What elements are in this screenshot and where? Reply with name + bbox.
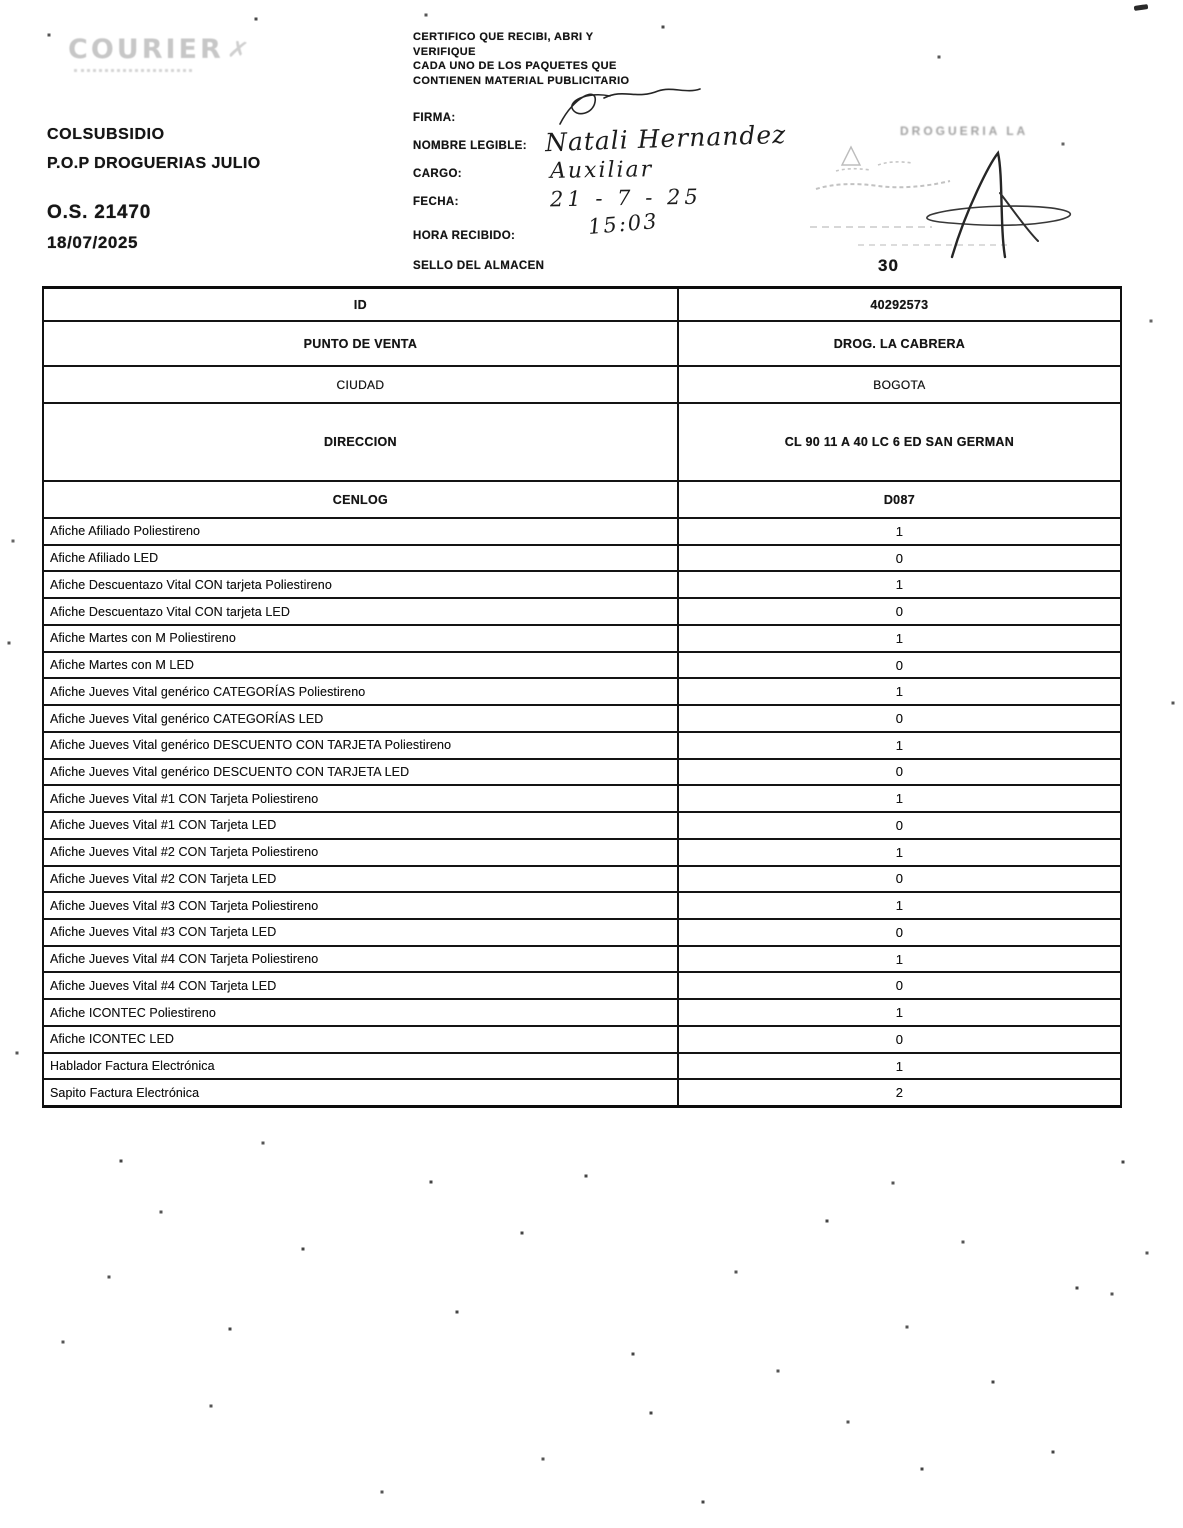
nombre-legible-label: NOMBRE LEGIBLE: <box>413 140 527 152</box>
item-quantity: 1 <box>895 1058 904 1074</box>
info-row <box>44 482 1120 519</box>
item-name: Afiche Jueves Vital #4 CON Tarjeta Poliestireno <box>44 947 679 972</box>
info-label: CENLOG <box>44 482 679 517</box>
certification-line: CONTIENEN MATERIAL PUBLICITARIO <box>413 74 630 87</box>
item-quantity: 1 <box>895 684 904 700</box>
item-quantity: 0 <box>895 657 904 673</box>
campaign-name: P.O.P DROGUERIAS JULIO <box>47 155 261 172</box>
nombre-legible-handwritten: Natali Hernandez <box>544 119 787 158</box>
table-row <box>44 947 1120 974</box>
info-row <box>44 289 1120 322</box>
info-row <box>44 322 1120 367</box>
table-row <box>44 893 1120 920</box>
item-quantity: 1 <box>895 844 904 860</box>
item-rows <box>44 519 1120 1105</box>
info-value: DROG. LA CABRERA <box>833 336 966 351</box>
table-row <box>44 572 1120 599</box>
item-name: Afiche Descuentazo Vital CON tarjeta Poliestireno <box>44 572 679 597</box>
piece-count: 30 <box>878 256 899 275</box>
item-quantity: 0 <box>895 924 904 940</box>
table-row <box>44 760 1120 787</box>
item-quantity: 0 <box>895 711 904 726</box>
item-name: Afiche Jueves Vital #3 CON Tarjeta Poliestireno <box>44 893 679 918</box>
info-row <box>44 367 1120 404</box>
scan-corner-mark <box>1134 4 1149 11</box>
order-date: 18/07/2025 <box>47 233 139 252</box>
certification-line: CERTIFICO QUE RECIBI, ABRI Y <box>413 31 594 43</box>
sello-almacen-label: SELLO DEL ALMACEN <box>413 260 545 272</box>
table-row <box>44 653 1120 680</box>
item-quantity: 0 <box>895 817 904 833</box>
cargo-handwritten: Auxiliar <box>549 157 654 184</box>
item-quantity: 0 <box>895 550 904 566</box>
pharmacy-stamp-text: DROGUERIA LA <box>900 124 1029 138</box>
item-name: Afiche ICONTEC Poliestireno <box>44 1000 679 1025</box>
table-row <box>44 706 1120 733</box>
table-row <box>44 679 1120 706</box>
item-quantity: 0 <box>895 978 904 994</box>
info-label: CIUDAD <box>44 367 679 402</box>
item-quantity: 1 <box>895 898 904 914</box>
item-name: Afiche Jueves Vital genérico CATEGORÍAS LED <box>44 706 679 731</box>
item-quantity: 1 <box>895 577 904 593</box>
courier-logo <box>68 34 251 72</box>
cargo-label: CARGO: <box>413 168 463 180</box>
item-name: Afiche Jueves Vital #2 CON Tarjeta LED <box>44 867 679 892</box>
item-name: Afiche Descuentazo Vital CON tarjeta LED <box>44 599 679 624</box>
order-number: O.S. 21470 <box>47 202 152 223</box>
courier-logo-mark-icon: ✗ <box>225 35 251 66</box>
item-name: Afiche Martes con M Poliestireno <box>44 626 679 651</box>
info-value: CL 90 11 A 40 LC 6 ED SAN GERMAN <box>784 435 1015 449</box>
certification-text <box>413 30 630 88</box>
item-quantity: 0 <box>895 604 904 620</box>
item-quantity: 1 <box>895 791 904 807</box>
scan-noise-dots <box>0 0 2 2</box>
courier-logo-text: COURIER <box>68 34 224 65</box>
item-name: Hablador Factura Electrónica <box>44 1054 679 1079</box>
hora-recibido-label: HORA RECIBIDO: <box>413 230 516 242</box>
hora-handwritten: 15:03 <box>587 208 660 240</box>
info-value: BOGOTA <box>873 377 926 392</box>
table-row <box>44 1027 1120 1054</box>
item-name: Afiche Jueves Vital #2 CON Tarjeta Poliestireno <box>44 840 679 865</box>
item-name: Afiche Jueves Vital #3 CON Tarjeta LED <box>44 920 679 945</box>
company-name: COLSUBSIDIO <box>47 126 165 143</box>
item-name: Afiche Jueves Vital genérico DESCUENTO CON TARJETA Poliestireno <box>44 733 679 758</box>
item-name: Afiche Afiliado Poliestireno <box>44 519 679 544</box>
info-rows <box>44 289 1120 519</box>
delivery-table <box>42 286 1122 1108</box>
item-quantity: 1 <box>895 523 904 539</box>
firma-label: FIRMA: <box>413 112 456 124</box>
item-quantity: 0 <box>895 764 904 780</box>
table-row <box>44 599 1120 626</box>
table-row <box>44 867 1120 894</box>
item-name: Afiche ICONTEC LED <box>44 1027 679 1052</box>
item-name: Afiche Jueves Vital #4 CON Tarjeta LED <box>44 973 679 998</box>
info-row <box>44 404 1120 482</box>
certification-line: CADA UNO DE LOS PAQUETES QUE <box>413 60 617 72</box>
table-row <box>44 546 1120 573</box>
item-name: Afiche Jueves Vital genérico DESCUENTO CON TARJETA LED <box>44 760 679 785</box>
warehouse-stamp-marks <box>800 135 1130 265</box>
table-row <box>44 840 1120 867</box>
item-name: Afiche Jueves Vital #1 CON Tarjeta LED <box>44 813 679 838</box>
item-name: Afiche Afiliado LED <box>44 546 679 571</box>
table-row <box>44 813 1120 840</box>
table-row <box>44 920 1120 947</box>
info-label: DIRECCION <box>44 404 679 480</box>
item-quantity: 1 <box>895 1005 904 1021</box>
table-row <box>44 519 1120 546</box>
item-name: Afiche Jueves Vital #1 CON Tarjeta Poliestireno <box>44 786 679 811</box>
certification-line: VERIFIQUE <box>413 45 476 58</box>
info-value: D087 <box>883 492 915 507</box>
item-quantity: 0 <box>895 871 904 887</box>
table-row <box>44 626 1120 653</box>
table-row <box>44 733 1120 760</box>
info-label: ID <box>44 289 679 320</box>
table-row <box>44 1080 1120 1105</box>
table-row <box>44 786 1120 813</box>
info-label: PUNTO DE VENTA <box>44 322 679 365</box>
item-quantity: 1 <box>895 951 904 967</box>
table-row <box>44 1054 1120 1081</box>
fecha-label: FECHA: <box>413 196 459 208</box>
info-value: 40292573 <box>870 297 929 312</box>
item-name: Afiche Jueves Vital genérico CATEGORÍAS Poliestireno <box>44 679 679 704</box>
item-quantity: 1 <box>895 630 904 646</box>
item-quantity: 0 <box>895 1031 904 1047</box>
table-row <box>44 973 1120 1000</box>
courier-logo-subline <box>74 69 192 72</box>
table-row <box>44 1000 1120 1027</box>
item-quantity: 1 <box>895 737 904 753</box>
item-name: Sapito Factura Electrónica <box>44 1080 679 1105</box>
item-name: Afiche Martes con M LED <box>44 653 679 678</box>
fecha-handwritten: 21 - 7 - 25 <box>549 184 702 212</box>
item-quantity: 2 <box>895 1085 904 1101</box>
